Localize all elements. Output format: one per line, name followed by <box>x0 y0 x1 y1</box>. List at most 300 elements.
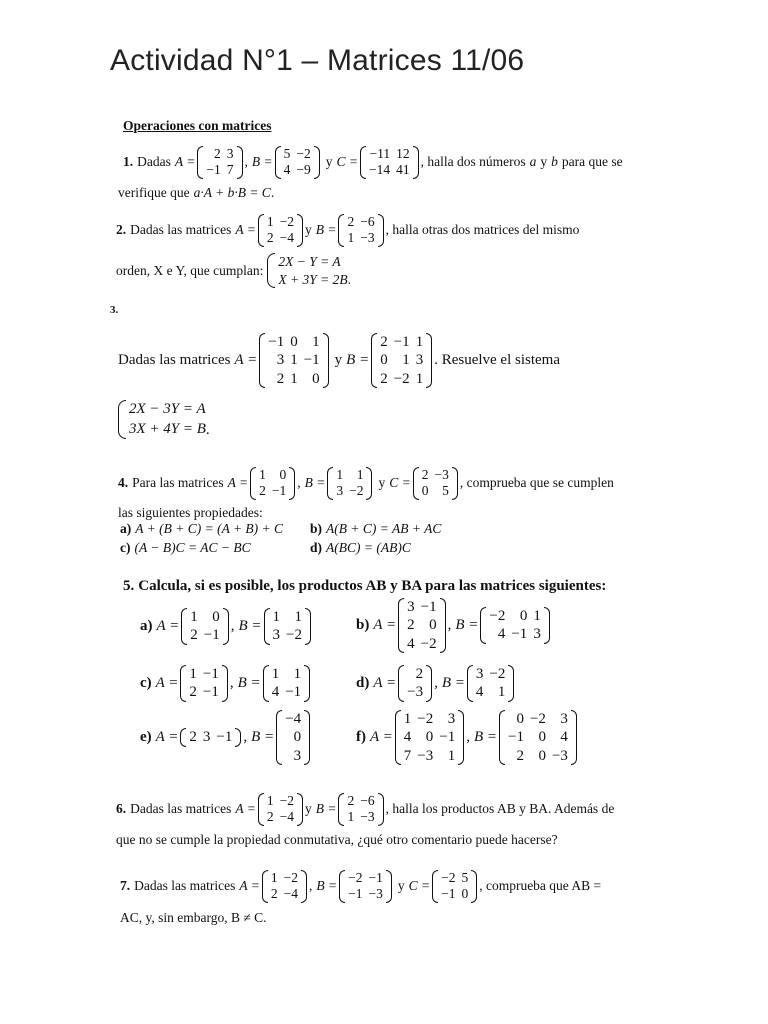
matrix-label: B = <box>455 616 479 633</box>
matrix-entry: 3 <box>226 146 234 161</box>
matrix-entry: 2 <box>214 146 221 161</box>
matrix-A <box>258 214 303 247</box>
matrix-bracket-right <box>301 870 307 903</box>
matrix-entry: 0 <box>293 729 302 746</box>
exercise-5-line-1 <box>123 578 606 595</box>
matrix-entry: −1 <box>216 729 233 746</box>
item-label: a) <box>120 521 132 536</box>
conjunction: y <box>540 154 548 170</box>
matrix-label: B = <box>316 878 338 894</box>
exercise-text: para que se <box>561 154 623 170</box>
matrix-entry: 5 <box>283 146 291 161</box>
matrix-entry: −2 <box>393 370 410 387</box>
matrix-entry: −6 <box>360 214 375 229</box>
matrix-entry: −1 <box>508 729 524 746</box>
matrix-B <box>338 793 383 826</box>
matrix-A <box>398 665 432 702</box>
matrix-entry: 7 <box>226 162 234 178</box>
matrix-entry: 4 <box>403 729 412 746</box>
matrix-label: C = <box>408 878 431 894</box>
matrix-entry: 3 <box>447 711 456 727</box>
matrix-bracket-right <box>378 793 384 826</box>
matrix-label: B = <box>441 674 465 691</box>
matrix-entry: 1 <box>447 747 456 764</box>
conjunction: y <box>304 801 312 817</box>
matrix-bracket-right <box>366 467 372 500</box>
matrix-label: A = <box>156 617 180 634</box>
matrix-bracket-right <box>544 607 550 644</box>
exercise-text: Dadas las matrices <box>134 878 236 894</box>
matrix-entry: −2 <box>279 214 294 229</box>
matrix-entry: 1 <box>415 334 424 350</box>
conjunction: y <box>378 475 386 491</box>
equation: 2X − 3Y = A <box>129 401 206 417</box>
exercise-text: verifique que <box>118 185 190 200</box>
matrix-entry: 2 <box>270 886 278 902</box>
matrix-entry: 2 <box>189 729 197 746</box>
matrix-entry: 3 <box>533 626 541 643</box>
matrix-A <box>181 608 228 645</box>
matrix-A <box>395 710 464 765</box>
exercise-number: 7. <box>120 878 131 894</box>
matrix-entry: −3 <box>360 230 375 246</box>
comma: , <box>466 728 470 745</box>
matrix-entry: 1 <box>190 609 198 625</box>
matrix-A <box>259 333 328 388</box>
matrix-bracket-right <box>458 710 464 765</box>
matrix-entry: −4 <box>283 886 298 902</box>
item-label: e) <box>140 728 152 745</box>
exercise-number: 5. <box>123 578 135 594</box>
matrix-entry: 0 <box>425 729 434 746</box>
matrix-entry: 1 <box>270 870 278 885</box>
exercise-6-line-2: que no se cumple la propiedad conmutativa, ¿qué otro comentario puede hacerse? <box>116 832 558 847</box>
exercise-text: , halla los productos AB y BA. Además de <box>385 801 615 817</box>
matrix-C <box>360 146 419 179</box>
matrix-entry: 2 <box>266 230 274 246</box>
matrix-entry: 2 <box>276 370 285 387</box>
matrix-entry: −1 <box>206 162 221 178</box>
matrix-entry: −3 <box>360 809 375 825</box>
matrix-entry: 3 <box>475 666 484 682</box>
matrix-entry: 0 <box>538 747 546 764</box>
exercise-5-e <box>140 710 312 765</box>
exercise-text: Dadas <box>137 154 171 170</box>
equation-system <box>267 253 347 288</box>
matrix-entry: −3 <box>407 684 424 701</box>
system-brace <box>267 253 275 288</box>
matrix-entry: 1 <box>290 352 298 369</box>
exercise-text: , halla otras dos matrices del mismo <box>385 222 580 238</box>
matrix-label: B = <box>304 475 326 491</box>
matrix-entry: −1 <box>203 627 220 644</box>
matrix-B <box>480 607 549 644</box>
matrix-bracket-right <box>413 146 419 179</box>
matrix-entry: 0 <box>429 617 437 634</box>
matrix-entry: 0 <box>516 711 524 727</box>
matrix-entry: −1 <box>202 684 219 701</box>
matrix-entry: −2 <box>286 627 302 644</box>
matrix-entry: −3 <box>417 747 434 764</box>
matrix-entry: 2 <box>407 617 415 634</box>
matrix-entry: 1 <box>272 609 281 625</box>
comma: , <box>244 154 248 170</box>
matrix-bracket-right <box>223 608 229 645</box>
matrix-A <box>258 793 303 826</box>
exercise-text: Dadas las matrices <box>130 222 232 238</box>
matrix-bracket-right <box>323 333 329 388</box>
matrix-entry: −1 <box>368 870 383 885</box>
exercise-text: . Resuelve el sistema <box>434 351 560 368</box>
matrix-entry: −3 <box>368 886 383 902</box>
property-c <box>120 540 251 556</box>
system-brace <box>118 400 126 439</box>
comma: , <box>229 674 234 691</box>
matrix-entry: 1 <box>336 467 344 482</box>
matrix-entry: −2 <box>349 483 364 499</box>
matrix-B <box>264 608 311 645</box>
exercise-text: Calcula, si es posible, los productos AB y BA para las matrices siguientes: <box>138 578 607 594</box>
matrix-label: A = <box>174 154 196 170</box>
matrix-entry: 1 <box>294 609 302 625</box>
matrix-entry: 0 <box>290 334 298 350</box>
matrix-entry: 41 <box>396 162 410 178</box>
exercise-1-line-1 <box>123 146 623 179</box>
equation: (A − B)C = AC − BC <box>134 540 251 555</box>
matrix-entry: 0 <box>312 370 320 387</box>
matrix-entry: 0 <box>212 609 220 625</box>
matrix-entry: 3 <box>293 747 302 764</box>
comma: , <box>297 475 301 491</box>
matrix-entry: −2 <box>296 146 311 161</box>
matrix-B <box>467 665 514 702</box>
equation: A(BC) = (AB)C <box>326 540 411 555</box>
period: . <box>347 272 351 288</box>
matrix-bracket-right <box>297 793 303 826</box>
matrix-entry: −2 <box>283 870 298 885</box>
matrix-bracket-right <box>426 665 432 702</box>
matrix-entry: 0 <box>279 467 287 482</box>
matrix-entry: −2 <box>420 635 437 652</box>
period: . <box>270 185 275 200</box>
matrix-label: B = <box>315 222 337 238</box>
exercise-number: 4. <box>118 475 129 491</box>
matrix-entry: 3 <box>560 711 568 727</box>
matrix-entry: −2 <box>441 870 456 885</box>
matrix-entry: −1 <box>393 334 410 350</box>
matrix-entry: −1 <box>202 666 219 682</box>
item-label: a) <box>140 617 153 634</box>
equation: 3X + 4Y = B <box>129 420 206 437</box>
property-a <box>120 521 283 537</box>
matrix-bracket-right <box>571 710 577 765</box>
exercise-5-a <box>140 608 313 645</box>
matrix-entry: −4 <box>279 230 294 246</box>
matrix-entry: 2 <box>259 483 266 499</box>
matrix-entry: 1 <box>266 793 274 808</box>
matrix-entry: −9 <box>296 162 311 178</box>
item-label: c) <box>120 540 131 555</box>
property-b <box>310 521 441 537</box>
matrix-A <box>197 146 242 179</box>
matrix-entry: −2 <box>489 666 506 682</box>
matrix-label: C = <box>389 475 411 491</box>
matrix-entry: 3 <box>276 352 285 369</box>
item-label: d) <box>356 674 370 691</box>
matrix-entry: 1 <box>356 467 364 482</box>
matrix-entry: 2 <box>347 793 355 808</box>
matrix-entry: 4 <box>475 684 484 701</box>
matrix-entry: 4 <box>271 684 280 701</box>
period: . <box>205 422 210 438</box>
matrix-entry: 2 <box>380 370 388 387</box>
conjunction: y <box>325 154 333 170</box>
matrix-entry: 1 <box>290 370 298 387</box>
comma: , <box>308 878 313 894</box>
matrix-label: A = <box>155 674 179 691</box>
item-label: b) <box>310 521 323 536</box>
matrix-entry: −1 <box>285 684 302 701</box>
exercise-number: 3. <box>110 304 119 316</box>
exercise-3-system <box>118 400 210 439</box>
matrix-entry: 1 <box>533 608 541 625</box>
matrix-entry: −2 <box>348 870 363 885</box>
equation: X + 3Y = 2B <box>278 271 348 287</box>
matrix-bracket-right <box>237 146 243 179</box>
matrix-label: A = <box>239 878 260 894</box>
matrix-entry: −6 <box>360 793 375 808</box>
matrix-B <box>499 710 577 765</box>
matrix-entry: −1 <box>303 352 320 369</box>
matrix-bracket-right <box>222 665 228 702</box>
matrix-entry: 5 <box>442 483 449 499</box>
matrix-label: A = <box>235 801 256 817</box>
matrix-label: A = <box>373 674 397 691</box>
matrix-entry: 2 <box>189 684 197 701</box>
matrix-entry: 1 <box>403 711 412 727</box>
matrix-entry: 3 <box>336 483 344 499</box>
conjunction: y <box>334 351 343 368</box>
matrix-bracket-right <box>297 214 303 247</box>
matrix-entry: 12 <box>396 146 410 161</box>
matrix-entry: 1 <box>312 334 320 350</box>
item-label: d) <box>310 540 323 555</box>
exercise-2-line-1 <box>116 214 579 247</box>
matrix-entry: 7 <box>403 747 412 764</box>
matrix-A <box>250 467 295 500</box>
matrix-A <box>398 598 445 653</box>
matrix-entry: −1 <box>511 626 528 643</box>
matrix-entry: 0 <box>421 483 429 499</box>
matrix-entry: −1 <box>348 886 363 902</box>
matrix-B <box>338 214 383 247</box>
matrix-entry: 5 <box>461 870 469 885</box>
matrix-bracket-right <box>440 598 446 653</box>
comma: , <box>434 674 438 691</box>
matrix-C <box>432 870 477 903</box>
matrix-B <box>263 665 310 702</box>
matrix-entry: 2 <box>347 214 355 229</box>
matrix-entry: −2 <box>489 608 506 625</box>
exercise-5-c <box>140 665 312 702</box>
matrix-bracket-right <box>304 665 310 702</box>
variable: b <box>551 154 558 170</box>
matrix-label: B = <box>238 617 262 634</box>
matrix-entry: 3 <box>415 352 424 369</box>
matrix-entry: 1 <box>266 214 274 229</box>
matrix-entry: 2 <box>516 747 524 764</box>
matrix-entry: 4 <box>283 162 291 178</box>
matrix-entry: 3 <box>272 627 281 644</box>
matrix-bracket-right <box>386 870 392 903</box>
matrix-B <box>327 467 372 500</box>
matrix-label: A = <box>227 475 249 491</box>
matrix-entry: 1 <box>497 684 506 701</box>
matrix-entry: −1 <box>268 334 285 350</box>
comma: , <box>243 728 248 745</box>
matrix-entry: 1 <box>402 352 410 369</box>
matrix-entry: 2 <box>380 334 388 350</box>
item-label: f) <box>356 728 366 745</box>
section-heading: Operaciones con matrices <box>123 118 272 133</box>
exercise-4-line-2: las siguientes propiedades: <box>118 505 263 520</box>
exercise-3-line-1 <box>118 333 560 388</box>
exercise-7-line-2: AC, y, sin embargo, B ≠ C. <box>120 910 267 925</box>
matrix-entry: 0 <box>461 886 469 902</box>
exercise-text: Para las matrices <box>132 475 224 491</box>
exercise-2-line-2 <box>116 253 351 288</box>
matrix-entry: 3 <box>202 729 211 746</box>
variable: a <box>529 154 537 170</box>
matrix-entry: −4 <box>279 809 294 825</box>
matrix-entry: 2 <box>421 467 429 482</box>
matrix-bracket-right <box>426 333 432 388</box>
matrix-entry: −2 <box>279 793 294 808</box>
matrix-label: C = <box>336 154 358 170</box>
matrix-entry: 1 <box>293 666 302 682</box>
matrix-entry: 1 <box>347 230 355 246</box>
matrix-entry: 3 <box>407 599 415 615</box>
matrix-bracket-right <box>508 665 514 702</box>
matrix-bracket-right <box>304 710 310 765</box>
matrix-entry: −2 <box>529 711 546 727</box>
matrix-label: B = <box>473 728 497 745</box>
matrix-entry: 1 <box>189 666 197 682</box>
conjunction: y <box>304 222 312 238</box>
matrix-entry: −1 <box>271 483 287 499</box>
matrix-label: A = <box>235 222 256 238</box>
matrix-entry: −14 <box>368 162 391 178</box>
item-label: b) <box>356 616 370 633</box>
exercise-text: orden, X e Y, que cumplan: <box>116 262 264 278</box>
matrix-label: A = <box>234 351 258 368</box>
matrix-entry: −4 <box>285 711 302 727</box>
matrix-bracket-right <box>314 146 320 179</box>
matrix-entry: 0 <box>519 608 528 625</box>
matrix-bracket-right <box>305 608 311 645</box>
page-title: Actividad N°1 – Matrices 11/06 <box>110 44 525 77</box>
matrix-bracket-right <box>452 467 458 500</box>
matrix-label: B = <box>315 801 337 817</box>
equation: A(B + C) = AB + AC <box>326 521 442 536</box>
matrix-entry: 4 <box>407 635 415 652</box>
matrix-B <box>371 333 432 388</box>
exercise-text: Dadas las matrices <box>130 801 232 817</box>
matrix-label: B = <box>251 728 275 745</box>
exercise-text: Dadas las matrices <box>118 351 231 368</box>
matrix-entry: 1 <box>415 370 424 387</box>
matrix-entry: 4 <box>560 729 568 746</box>
matrix-entry: 2 <box>190 627 198 644</box>
matrix-bracket-right <box>235 728 241 746</box>
matrix-entry: −1 <box>439 729 456 746</box>
exercise-4-line-1 <box>118 467 614 500</box>
equation: 2X − Y = A <box>278 254 341 269</box>
matrix-entry: −1 <box>441 886 456 902</box>
equation-system <box>118 400 206 439</box>
exercise-6-line-1 <box>116 793 614 826</box>
matrix-bracket-right <box>378 214 384 247</box>
matrix-entry: 0 <box>380 352 388 369</box>
equation: A + (B + C) = (A + B) + C <box>135 521 284 536</box>
matrix-B <box>276 710 310 765</box>
item-label: c) <box>140 674 152 691</box>
matrix-entry: −3 <box>551 747 568 764</box>
matrix-entry: −1 <box>420 599 437 615</box>
matrix-entry: −11 <box>369 146 391 161</box>
matrix-bracket-right <box>289 467 295 500</box>
exercise-text: , halla dos números <box>420 154 526 170</box>
exercise-5-d <box>356 665 516 702</box>
matrix-label: A = <box>370 728 393 745</box>
exercise-text: , comprueba que AB = <box>479 878 602 894</box>
exercise-7-line-1 <box>120 870 601 903</box>
exercise-number: 1. <box>123 154 134 170</box>
matrix-entry: 1 <box>347 809 355 825</box>
property-d <box>310 540 411 556</box>
matrix-label: B = <box>237 674 261 691</box>
conjunction: y <box>397 878 405 894</box>
matrix-B <box>275 146 320 179</box>
matrix-label: A = <box>155 728 179 745</box>
matrix-label: B = <box>346 351 370 368</box>
exercise-5-b <box>356 598 552 653</box>
matrix-entry: 1 <box>271 666 280 682</box>
matrix-entry: 1 <box>259 467 266 482</box>
comma: , <box>447 616 452 633</box>
comma: , <box>230 617 235 634</box>
exercise-1-line-2 <box>118 185 274 201</box>
matrix-entry: −2 <box>417 711 434 727</box>
matrix-entry: 2 <box>415 666 424 682</box>
matrix-C <box>413 467 458 500</box>
matrix-A <box>262 870 307 903</box>
exercise-number: 2. <box>116 222 127 238</box>
exercise-number: 6. <box>116 801 127 817</box>
matrix-A <box>180 728 241 746</box>
matrix-entry: 4 <box>497 626 506 643</box>
equation: a·A + b·B = C <box>193 185 271 200</box>
matrix-label: B = <box>251 154 273 170</box>
matrix-label: A = <box>373 616 397 633</box>
matrix-B <box>339 870 392 903</box>
matrix-entry: 0 <box>538 729 546 746</box>
exercise-text: , comprueba que se cumplen <box>459 475 614 491</box>
matrix-bracket-right <box>471 870 477 903</box>
matrix-A <box>180 665 227 702</box>
matrix-entry: 2 <box>266 809 274 825</box>
matrix-entry: −3 <box>434 467 449 482</box>
